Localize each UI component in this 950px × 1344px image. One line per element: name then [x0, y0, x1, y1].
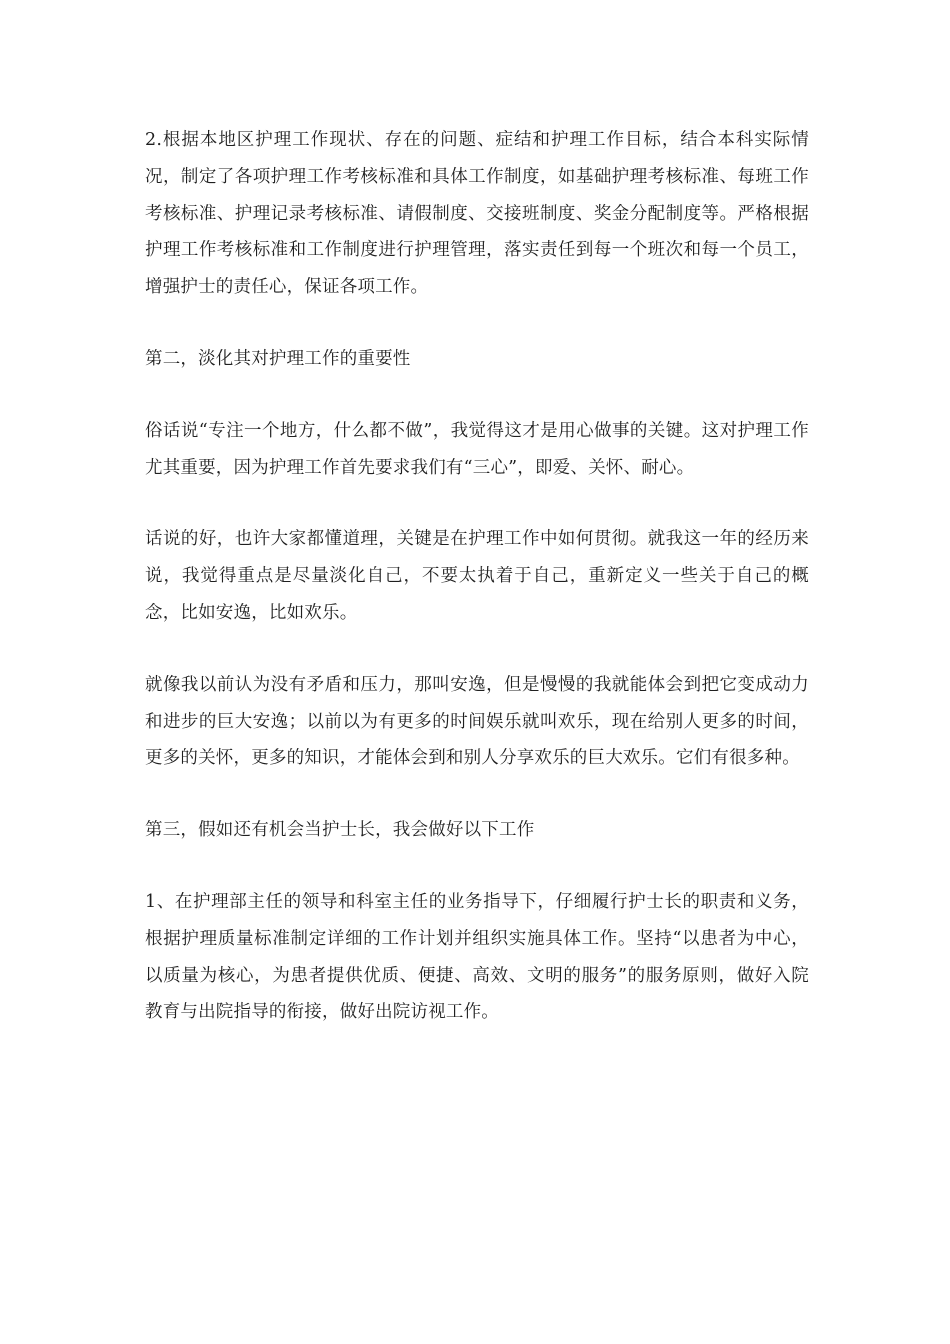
section-heading-third: 第三，假如还有机会当护士长，我会做好以下工作 [145, 820, 535, 841]
section-heading-second: 第二，淡化其对护理工作的重要性 [145, 348, 411, 369]
paragraph-nursing-standards: 2.根据本地区护理工作现状、存在的问题、症结和护理工作目标，结合本科实际情况，制定了各项护理工作考核标准和具体工作制度，如基础护理考核标准、每班工作考核标准、护理记录考核标准、请假制度、交接班制度、奖金分配制度等。严格根据护理工作考核标准和工作制度进行护理管理，落实责任到每一个班次和每一个员工，增强护士的责任心，保证各项工作。 [145, 130, 809, 298]
paragraph-comfort-joy: 就像我以前认为没有矛盾和压力，那叫安逸，但是慢慢的我就能体会到把它变成动力和进步的巨大安逸；以前以为有更多的时间娱乐就叫欢乐，现在给别人更多的时间，更多的关怀，更多的知识，才能体会到和别人分享欢乐的巨大欢乐。它们有很多种。 [145, 674, 809, 769]
document-body [145, 122, 809, 1066]
paragraph-experience: 话说的好，也许大家都懂道理，关键是在护理工作中如何贯彻。就我这一年的经历来说，我觉得重点是尽量淡化自己，不要太执着于自己，重新定义一些关于自己的概念，比如安逸，比如欢乐。 [145, 529, 809, 623]
paragraph-head-nurse-duties: 1、在护理部主任的领导和科室主任的业务指导下，仔细履行护士长的职责和义务，根据护理质量标准制定详细的工作计划并组织实施具体工作。坚持“以患者为中心，以质量为核心，为患者提供优质、便捷、高效、文明的服务”的服务原则，做好入院教育与出院指导的衔接，做好出院访视工作。 [145, 891, 809, 1023]
paragraph-three-hearts: 俗话说“专注一个地方，什么都不做”，我觉得这才是用心做事的关键。这对护理工作尤其重要，因为护理工作首先要求我们有“三心”，即爱、关怀、耐心。 [145, 420, 809, 478]
